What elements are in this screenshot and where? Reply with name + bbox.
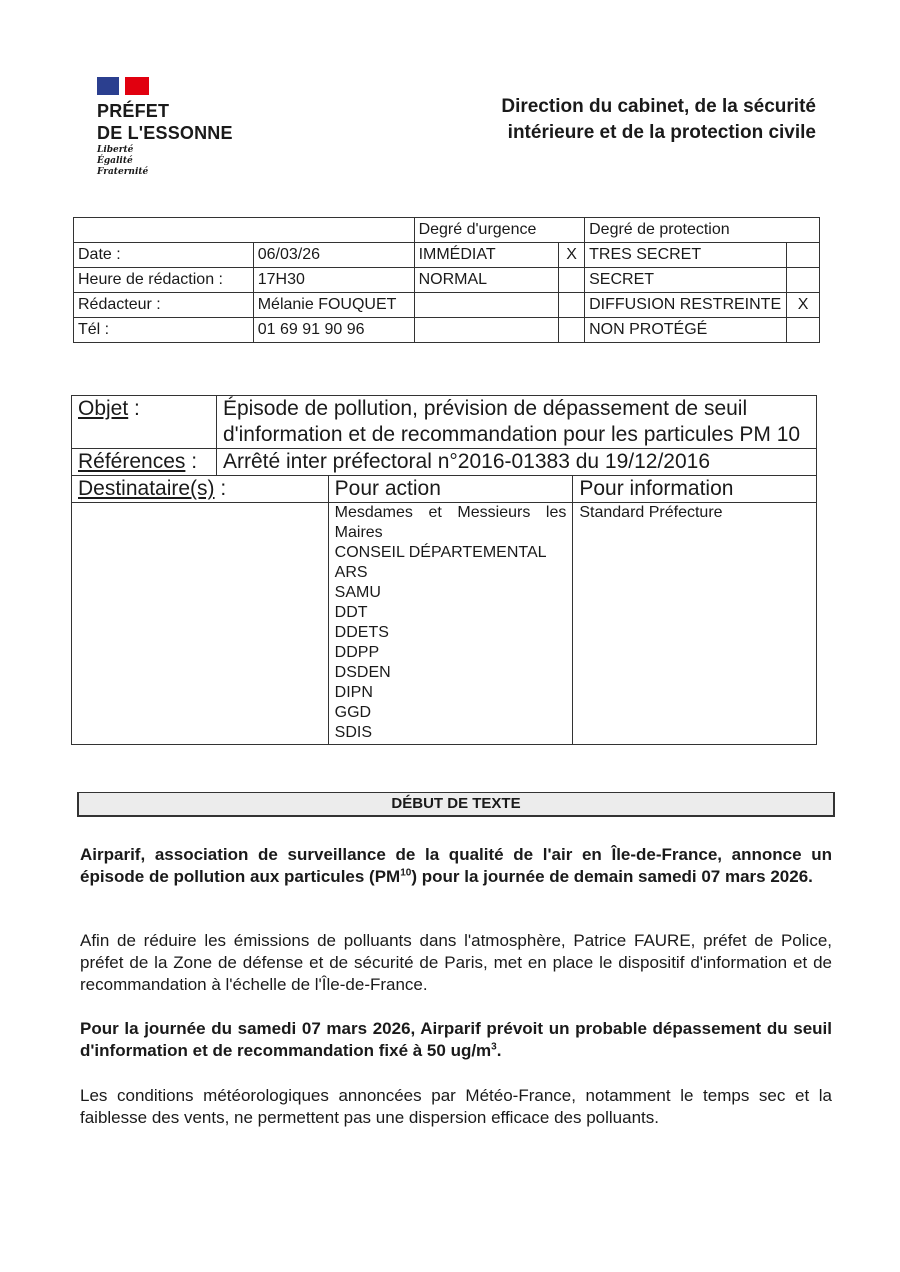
debut-de-texte-banner: DÉBUT DE TEXTE bbox=[77, 792, 835, 817]
list-item: DDPP bbox=[334, 644, 380, 661]
table-row bbox=[74, 268, 820, 293]
paragraph-threshold bbox=[80, 1018, 832, 1062]
list-item: DIPN bbox=[334, 684, 373, 701]
protection-mark bbox=[787, 268, 820, 293]
unit-superscript: 3 bbox=[491, 1041, 497, 1053]
destinataires-list-row bbox=[72, 503, 817, 745]
list-item: CONSEIL DÉPARTEMENTAL bbox=[334, 544, 547, 561]
announcement-text-end: ) pour la journée de demain samedi 07 mars 2026. bbox=[411, 867, 813, 886]
paragraph-meteo: Les conditions météorologiques annoncées par Météo-France, notamment le temps sec et la faiblesse des vents, ne permettent pas une dispersion efficace des polluants. bbox=[80, 1086, 832, 1127]
table-row bbox=[74, 243, 820, 268]
list-item: Standard Préfecture bbox=[579, 504, 723, 521]
list-item: DDETS bbox=[334, 624, 389, 641]
row-value: 17H30 bbox=[253, 268, 414, 293]
prefecture-name bbox=[97, 100, 233, 144]
prefet-line1: PRÉFET bbox=[97, 101, 170, 121]
list-item: DDT bbox=[334, 604, 368, 621]
announcement-text-start: Airparif, association de surveillance de la qualité de l'air en Île-de-France, annonce un épisode de pollution aux particules (PM bbox=[80, 845, 832, 886]
pour-information-list bbox=[573, 503, 817, 745]
pour-action-list bbox=[328, 503, 573, 745]
info-table bbox=[73, 217, 820, 343]
prefet-line2: DE L'ESSONNE bbox=[97, 123, 233, 143]
row-label: Date : bbox=[74, 243, 254, 268]
direction-title bbox=[396, 94, 816, 146]
objet-text: Épisode de pollution, prévision de dépassement de seuil d'information et de recommandation pour les particules PM 10 bbox=[216, 396, 816, 449]
motto-fraternite: Fraternité bbox=[97, 167, 149, 177]
row-value: 06/03/26 bbox=[253, 243, 414, 268]
motto-egalite: Égalité bbox=[97, 156, 133, 166]
protection-header: Degré de protection bbox=[585, 218, 820, 243]
destinataires-label-cell bbox=[72, 476, 329, 503]
flag-blue-stripe bbox=[97, 77, 119, 95]
protection-level: DIFFUSION RESTREINTE bbox=[585, 293, 787, 318]
urgency-mark: X bbox=[559, 243, 585, 268]
destinataires-colon: : bbox=[214, 477, 227, 500]
objet-label-cell bbox=[72, 396, 217, 449]
urgency-mark bbox=[559, 293, 585, 318]
references-text: Arrêté inter préfectoral n°2016-01383 du 19/12/2016 bbox=[216, 449, 816, 476]
urgency-mark bbox=[559, 268, 585, 293]
references-label: Références bbox=[78, 450, 186, 473]
republic-motto bbox=[97, 145, 148, 178]
references-colon: : bbox=[185, 450, 198, 473]
urgency-level bbox=[414, 318, 559, 343]
info-table-header-row bbox=[74, 218, 820, 243]
object-table bbox=[71, 395, 817, 745]
direction-line2: intérieure et de la protection civile bbox=[507, 122, 816, 143]
row-label: Rédacteur : bbox=[74, 293, 254, 318]
protection-mark bbox=[787, 243, 820, 268]
row-value: 01 69 91 90 96 bbox=[253, 318, 414, 343]
destinataires-empty-cell bbox=[72, 503, 329, 745]
threshold-text-start: Pour la journée du samedi 07 mars 2026, Airparif prévoit un probable dépassement du seuil d'information et de recommandation fixé à 50 ug/m bbox=[80, 1019, 832, 1060]
table-row bbox=[74, 318, 820, 343]
row-label: Tél : bbox=[74, 318, 254, 343]
urgency-header: Degré d'urgence bbox=[414, 218, 585, 243]
destinataires-label: Destinataire(s) bbox=[78, 477, 215, 500]
list-item: Mesdames et Messieurs les Maires bbox=[334, 504, 567, 541]
row-value: Mélanie FOUQUET bbox=[253, 293, 414, 318]
urgency-mark bbox=[559, 318, 585, 343]
list-item: SAMU bbox=[334, 584, 381, 601]
objet-row bbox=[72, 396, 817, 449]
urgency-level: IMMÉDIAT bbox=[414, 243, 559, 268]
references-label-cell bbox=[72, 449, 217, 476]
paragraph-dispositif: Afin de réduire les émissions de polluants dans l'atmosphère, Patrice FAURE, préfet de Police, préfet de la Zone de défense et de sécurité de Paris, met en place le dispositif d'information et de recommandation à l'échelle de l'Île-de-France. bbox=[80, 931, 832, 994]
table-row bbox=[74, 293, 820, 318]
info-table-empty-corner bbox=[74, 218, 415, 243]
references-row bbox=[72, 449, 817, 476]
urgency-level: NORMAL bbox=[414, 268, 559, 293]
list-item: SDIS bbox=[334, 724, 372, 741]
objet-label: Objet bbox=[78, 397, 129, 420]
pm-superscript: 10 bbox=[400, 867, 412, 879]
destinataires-header-row bbox=[72, 476, 817, 503]
pour-action-header: Pour action bbox=[328, 476, 573, 503]
protection-mark: X bbox=[787, 293, 820, 318]
list-item: ARS bbox=[334, 564, 368, 581]
protection-level: SECRET bbox=[585, 268, 787, 293]
list-item: GGD bbox=[334, 704, 372, 721]
marianne-flag-logo bbox=[97, 77, 149, 95]
protection-mark bbox=[787, 318, 820, 343]
motto-liberte: Liberté bbox=[97, 145, 134, 155]
pour-information-header: Pour information bbox=[573, 476, 817, 503]
direction-line1: Direction du cabinet, de la sécurité bbox=[501, 96, 816, 117]
threshold-text-end: . bbox=[496, 1041, 502, 1060]
list-item: DSDEN bbox=[334, 664, 391, 681]
protection-level: TRES SECRET bbox=[585, 243, 787, 268]
row-label: Heure de rédaction : bbox=[74, 268, 254, 293]
protection-level: NON PROTÉGÉ bbox=[585, 318, 787, 343]
flag-red-stripe bbox=[125, 77, 149, 95]
objet-colon: : bbox=[128, 397, 140, 420]
urgency-level bbox=[414, 293, 559, 318]
paragraph-announcement bbox=[80, 844, 832, 888]
